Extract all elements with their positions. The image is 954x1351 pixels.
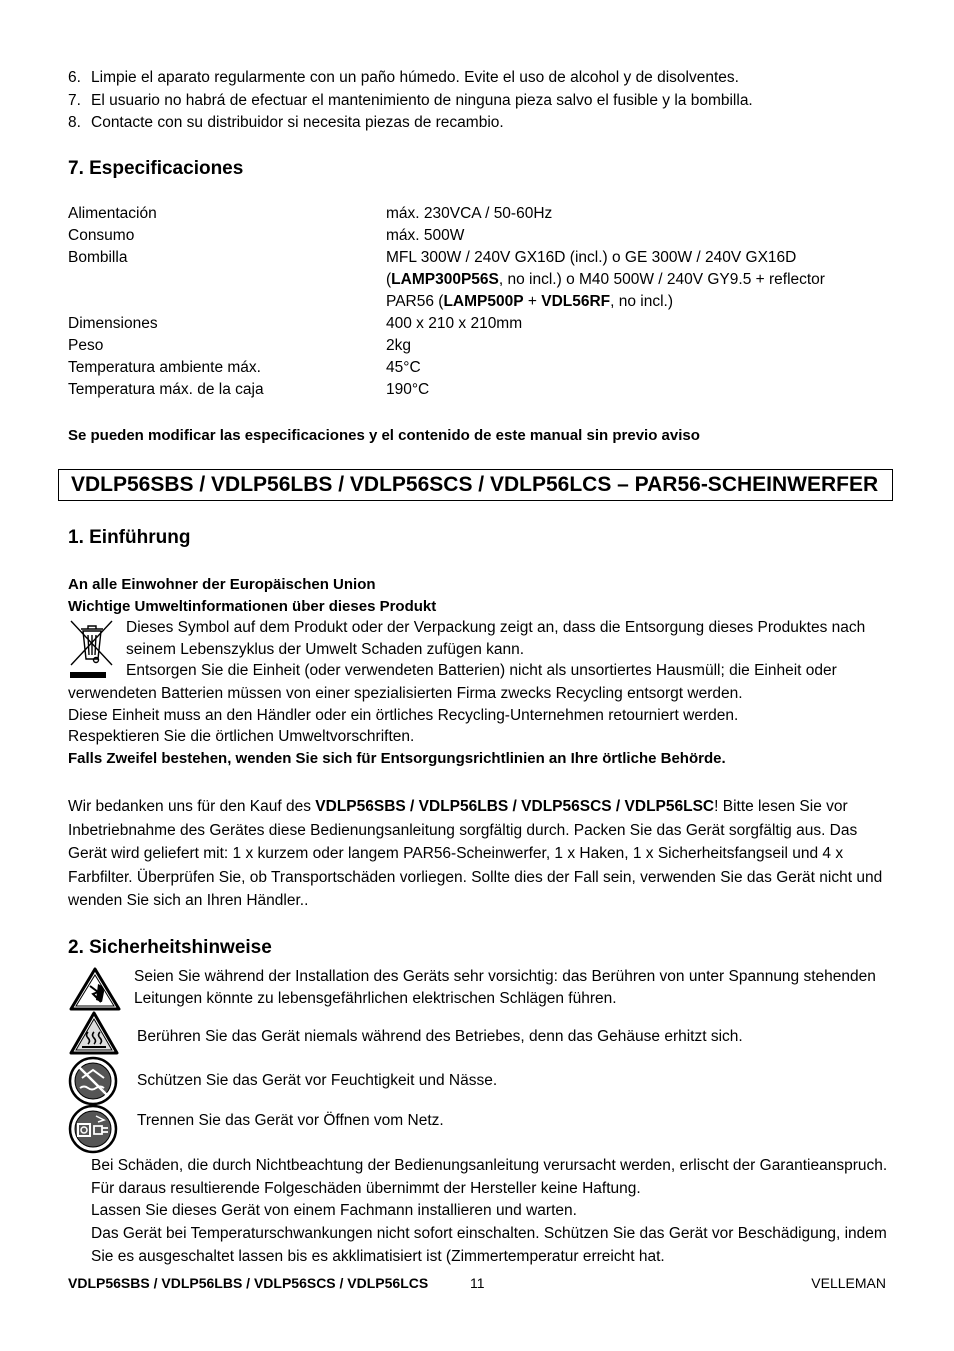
bulb-code: VDL56RF: [541, 293, 611, 310]
spec-row: [68, 203, 908, 225]
bulb-code: LAMP500P: [443, 293, 524, 310]
spec-row: [68, 379, 908, 401]
spec-row: [68, 225, 908, 247]
spec-row: [68, 313, 908, 335]
crossed-bin-icon: [68, 617, 116, 679]
weee-heading: An alle Einwohner der Europäischen Union: [68, 576, 376, 593]
spec-value: máx. 500W: [386, 227, 465, 244]
spec-label: Temperatura máx. de la caja: [68, 381, 264, 398]
spec-value: 400 x 210 x 210mm: [386, 315, 523, 332]
list-item: [68, 112, 908, 135]
list-item: [68, 67, 908, 90]
thanks-text: Wir bedanken uns für den Kauf des: [68, 798, 316, 815]
list-text: El usuario no habrá de efectuar el mantenimiento de ninguna pieza salvo el fusible y la bombilla.: [91, 91, 753, 109]
safety-text: Berühren Sie das Gerät niemals während des Betriebes, denn das Gehäuse erhitzt sich.: [137, 1028, 743, 1045]
spec-label: Dimensiones: [68, 315, 158, 332]
electric-shock-warning-icon: [68, 966, 134, 1012]
spec-value: 190°C: [386, 381, 430, 398]
spec-value: máx. 230VCA / 50-60Hz: [386, 205, 553, 222]
thanks-text: ! Bitte lesen Sie vor Inbetriebnahme des Gerätes diese Bedienungsanleitung sorgfältig durch. Packen Sie das Gerät sorgfältig aus. Das Gerät wird geliefert mit: 1 x kurzem oder langem PAR56-Scheinwerfer, 1 x Haken, 1 x Sicherheitsfangseil und 4 x Farbfilter. Überprüfen Sie, ob Transportschäden vorliegen. Sollte dies der Fall sein, verwenden Sie das Gerät nicht und wenden Sie sich an Ihren Händler..: [68, 798, 883, 910]
bulb-plus: +: [523, 293, 542, 310]
weee-heading: Wichtige Umweltinformationen über dieses Produkt: [68, 597, 437, 615]
list-number: 6.: [68, 69, 81, 86]
spec-value: 45°C: [386, 359, 421, 376]
thanks-models: VDLP56SBS / VDLP56LBS / VDLP56SCS / VDLP56LSC: [315, 798, 715, 815]
bulb-line: MFL 300W / 240V GX16D (incl.) o GE 300W / 240V GX16D: [386, 249, 797, 266]
weee-symbol: [68, 617, 126, 683]
safety-item: [68, 1104, 908, 1154]
safety-text: Schützen Sie das Gerät vor Feuchtigkeit und Nässe.: [137, 1072, 498, 1089]
spec-notice: Se pueden modificar las especificaciones y el contenido de este manual sin previo aviso: [68, 427, 700, 444]
weee-paragraph: Entsorgen Sie die Einheit (oder verwendeten Batterien) nicht als unsortiertes Hausmüll; die Einheit oder: [126, 662, 837, 679]
safety-item: [68, 1010, 908, 1056]
note-paragraph: Das Gerät bei Temperaturschwankungen nicht sofort einschalten. Schützen Sie das Gerät vor Beschädigung, indem Sie es ausgeschaltet lassen bis es akklimatisiert ist (Zimmertemperatur erreicht hat.: [91, 1225, 887, 1265]
intro-heading: 1. Einführung: [68, 527, 191, 548]
bulb-paren: (: [386, 271, 392, 288]
hot-surface-warning-icon: [68, 1010, 137, 1056]
spec-row: [68, 247, 908, 313]
weee-paragraph: Respektieren Sie die örtlichen Umweltvorschriften.: [68, 728, 415, 745]
safety-item: [68, 966, 908, 1012]
weee-block: [68, 574, 898, 769]
safety-notes: [91, 1155, 891, 1269]
spec-label: Alimentación: [68, 205, 157, 222]
footer-brand: VELLEMAN: [811, 1275, 886, 1291]
spec-row: [68, 335, 908, 357]
thanks-paragraph: [68, 795, 898, 913]
indoor-use-only-icon: [68, 1056, 137, 1106]
list-text: Limpie el aparato regularmente con un paño húmedo. Evite el uso de alcohol y de disolventes.: [91, 69, 739, 86]
footer-models: VDLP56SBS / VDLP56LBS / VDLP56SCS / VDLP56LCS: [68, 1275, 429, 1291]
spec-label: Temperatura ambiente máx.: [68, 359, 261, 376]
maintenance-list: [68, 67, 908, 135]
safety-heading: 2. Sicherheitshinweise: [68, 937, 272, 958]
spec-label: Peso: [68, 337, 104, 354]
spec-label: Consumo: [68, 227, 135, 244]
safety-text: Trennen Sie das Gerät vor Öffnen vom Netz.: [137, 1112, 444, 1129]
note-paragraph: Bei Schäden, die durch Nichtbeachtung der Bedienungsanleitung verursacht werden, erlischt der Garantieanspruch. Für daraus resultierende Folgeschäden übernimmt der Hersteller keine Haftung.: [91, 1157, 888, 1197]
weee-text: [126, 617, 898, 683]
list-number: 7.: [68, 91, 81, 109]
weee-paragraph: verwendeten Batterien müssen von einer spezialisierten Firma zwecks Recycling entsorgt werden.: [68, 685, 743, 702]
note-paragraph: Lassen Sie dieses Gerät von einem Fachmann installieren und warten.: [91, 1202, 577, 1220]
list-text: Contacte con su distribuidor si necesita piezas de recambio.: [91, 114, 504, 131]
section-title: VDLP56SBS / VDLP56LBS / VDLP56SCS / VDLP56LCS – PAR56-SCHEINWERFER: [58, 469, 893, 501]
spec-heading: 7. Especificaciones: [68, 158, 244, 179]
spec-value: [386, 247, 908, 313]
spec-value: 2kg: [386, 337, 411, 354]
safety-text: Seien Sie während der Installation des Geräts sehr vorsichtig: das Berühren von unter Spannung stehenden Leitungen könnte zu lebensgefährlichen elektrischen Schlägen führen.: [134, 968, 876, 1007]
bulb-code: LAMP300P56S: [391, 271, 499, 288]
spec-table: [68, 203, 908, 401]
bulb-line: , no incl.): [610, 293, 674, 310]
list-number: 8.: [68, 114, 81, 131]
bulb-line: , no incl.) o M40 500W / 240V GY9.5 + reflector: [498, 271, 825, 288]
weee-symbol-row: [68, 617, 898, 683]
spec-row: [68, 357, 908, 379]
safety-item: [68, 1056, 908, 1106]
spec-label: Bombilla: [68, 249, 128, 266]
list-item: [68, 90, 908, 113]
unplug-icon: [68, 1104, 137, 1154]
bulb-line: PAR56 (: [386, 293, 444, 310]
weee-paragraph: Dieses Symbol auf dem Produkt oder der Verpackung zeigt an, dass die Entsorgung dieses Produktes nach seinem Lebenszyklus der Umwelt Schaden zufügen kann.: [126, 619, 866, 658]
weee-paragraph: Falls Zweifel bestehen, wenden Sie sich für Entsorgungsrichtlinien an Ihre örtliche Behörde.: [68, 749, 726, 767]
footer-page-number: 11: [470, 1275, 485, 1291]
weee-paragraph: Diese Einheit muss an den Händler oder ein örtliches Recycling-Unternehmen retourniert werden.: [68, 706, 739, 724]
